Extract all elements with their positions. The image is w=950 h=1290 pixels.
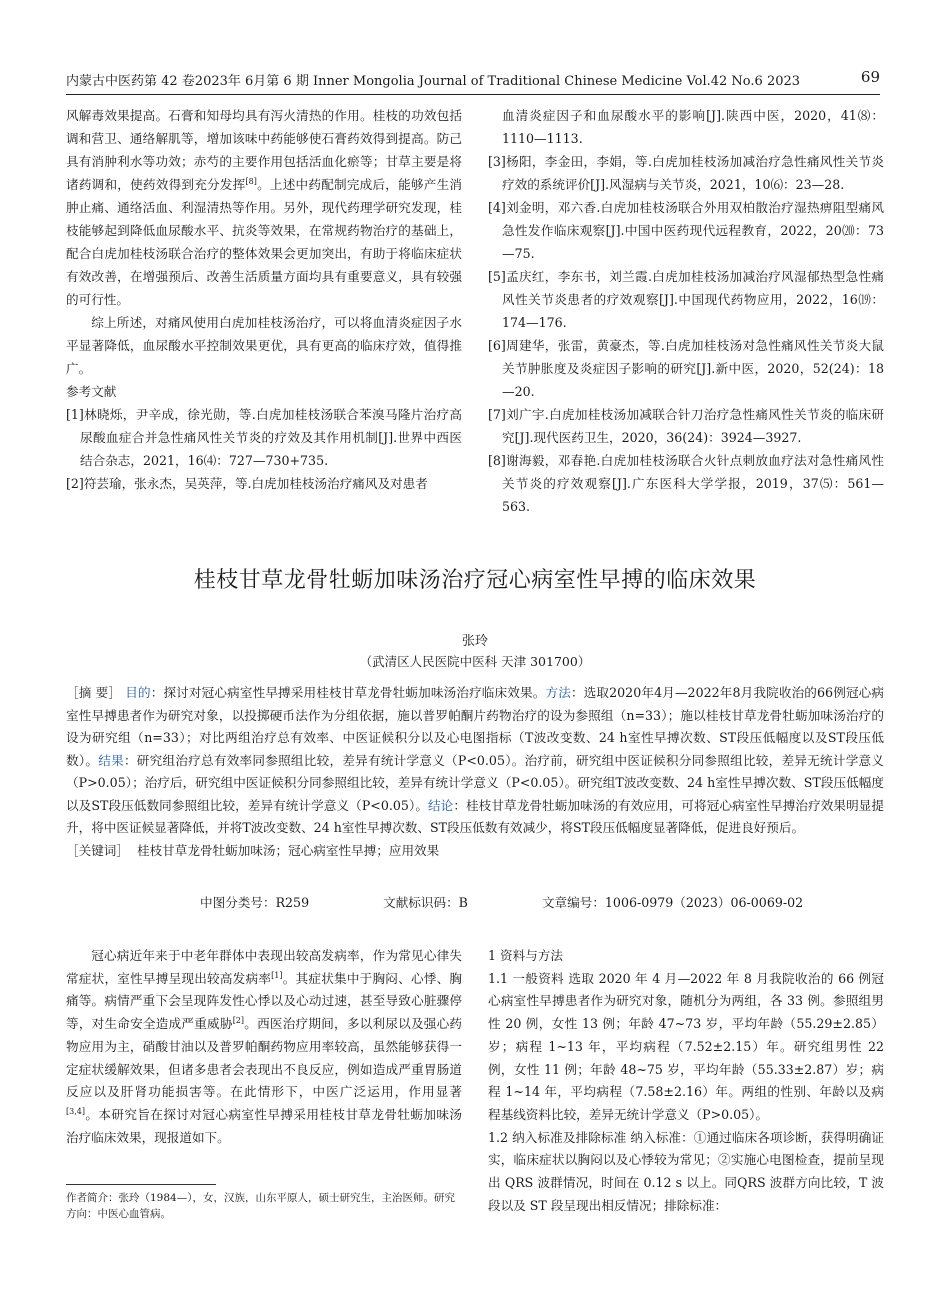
reference-item: [1]林晓烁，尹辛成，徐光勋，等.白虎加桂枝汤联合苯溴马隆片治疗高尿酸血症合并急性痛风性关节炎的疗效及其作用机制[J].世界中西医结合杂志，2021，16⑷：727—730+735. [66,407,462,468]
reference-item: [8]谢海毅，邓春艳.白虎加桂枝汤联合火针点刺放血疗法对急性痛风性关节炎的疗效观察[J].广东医科大学学报，2019，37⑸：561—563. [488,453,884,514]
abstract-label: ［摘 要］ [66,685,122,700]
page-number: 69 [860,68,880,86]
classification-line [200,892,803,911]
document-code: 文献标识码：B [383,895,468,910]
objective-label: 目的 [125,685,151,700]
reference-item: 血清炎症因子和血尿酸水平的影响[J].陕西中医，2020，41⑻：1110—1113. [502,108,884,146]
abstract-block [66,682,884,862]
reference-item: [5]孟庆红，李东书，刘兰霞.白虎加桂枝汤加减治疗风湿郁热型急性痛风性关节炎患者的疗效观察[J].中国现代药物应用，2022，16⒆：174—176. [488,269,884,330]
keywords-label: ［关键词］ [66,842,129,858]
article-title: 桂枝甘草龙骨牡蛎加味汤治疗冠心病室性早搏的临床效果 [193,568,757,593]
article-author: 张玲 [461,634,488,649]
reference-item: [3]杨阳，李金田，李娟，等.白虎加桂枝汤加减治疗急性痛风性关节炎疗效的系统评价[J].风湿病与关节炎，2021，10⑹：23—28. [488,154,884,192]
keywords-text: 桂枝甘草龙骨牡蛎加味汤；冠心病室性早搏；应用效果 [136,842,440,858]
citation: [8] [245,176,257,186]
prev-paragraph-2: 综上所述，对痛风使用白虎加桂枝汤治疗，可以将血清炎症因子水平显著降低，血尿酸水平控制效果更优，具有更高的临床疗效，值得推广。 [66,315,462,376]
keywords-line [66,840,884,863]
journal-citation: 内蒙古中医药第 42 卷2023年 6月第 6 期 Inner Mongolia Journal of Traditional Chinese Medicine Vol.42 No.6 2023 [66,74,801,89]
author-footnote: 作者简介：张玲（1984—），女，汉族，山东平原人，硕士研究生，主治医师。研究方向：中医心血管病。 [66,1192,455,1220]
method-label: 方法 [545,685,571,700]
reference-item: [6]周建华，张雷，黄豪杰，等.白虎加桂枝汤对急性痛风性关节炎大鼠关节肿胀度及炎症因子影响的研究[J].新中医，2020，52(24)：18—20. [488,338,884,399]
section-1-1: 1.1 一般资料 选取 2020 年 4 月—2022 年 8 月我院收治的 66 例冠心病室性早搏患者作为研究对象，随机分为两组，各 33 例。参照组男性 20 例，女性 13 例；年龄 47~73 岁，平均年龄（55.29±2.85）岁；病程 1~13 年，平均病程（7.52±2.15）年。研究组男性 22 例，女性 11 例；年龄 48~75 岁，平均年龄（55.33±2.87）岁；病程 1~14 年，平均病程（7.58±2.16）年。两组的性别、年龄以及病程基线资料比较，差异无统计学意义（P>0.05）。 [488,970,884,1122]
prev-article-left-column [66,104,462,495]
conclusion-label: 结论 [428,797,454,813]
author-affiliation: （武清区人民医院中医科 天津 301700） [359,654,591,669]
references-heading: 参考文献 [66,384,117,399]
reference-item: [2]符芸瑜，张永杰，吴英萍，等.白虎加桂枝汤治疗痛风及对患者 [66,476,428,491]
abstract-text: ［摘 要］ 目的：探讨对冠心病室性早搏采用桂枝甘草龙骨牡蛎加味汤治疗临床效果。方法：选取2020年4月—2022年8月我院收治的66例冠心病室性早搏患者作为研究对象，以投掷硬币法作为分组依据，施以普罗帕酮片药物治疗的设为参照组（n=33）；施以桂枝甘草龙骨牡蛎加味汤治疗的设为研究组（n=33）；对比两组治疗总有效率、中医证候积分以及心电图指标（T波改变数、24 h室性早搏次数、ST段压低幅度以及ST段压低数）。结果：研究组治疗总有效率同参照组比较，差异有统计学意义（P<0.05）。治疗前，研究组中医证候积分同参照组比较，差异无统计学意义（P>0.05）；治疗后，研究组中医证候积分同参照组比较，差异有统计学意义（P<0.05）。研究组T波改变数、24 h室性早搏次数、ST段压低幅度以及ST段压低数同参照组比较，差异有统计学意义（P<0.05）。结论：桂枝甘草龙骨牡蛎加味汤的有效应用，可将冠心病室性早搏治疗效果明显提升，将中医证候显著降低，并将T波改变数、24 h室性早搏次数、ST段压低数有效减少，将ST段压低幅度显著降低，促进良好预后。 [66,685,885,835]
footnote-divider [66,1184,216,1185]
prev-article-right-column [488,104,884,518]
section-1-2: 1.2 纳入标准及排除标准 纳入标准：①通过临床各项诊断，获得明确证实，临床症状以胸闷以及心悸较为常见；②实施心电图检查，提前呈现出 QRS 波群情况，时间在 0.12 s 以上。同QRS 波群方向比较，T 波段以及 ST 段呈现出相反情况；排除标准： [488,1129,884,1213]
reference-item: [4]刘金明，邓六香.白虎加桂枝汤联合外用双柏散治疗湿热痹阻型痛风急性发作临床观察[J].中国中医药现代远程教育，2022，20⒇：73—75. [488,200,884,261]
result-label: 结果 [98,752,124,768]
section-heading: 1 资料与方法 [488,948,563,963]
prev-paragraph-1: 风解毒效果提高。石膏和知母均具有泻火清热的作用。桂枝的功效包括调和营卫、通络解肌等，增加该味中药能够使石膏药效得到提高。防己具有消肿利水等功效；赤芍的主要作用包括活血化瘀等；甘草主要是将诸药调和，使药效得到充分发挥[8]。上述中药配制完成后，能够产生消肿止痛、通络活血、利湿清热等作用。另外，现代药理学研究发现，桂枝能够起到降低血尿酸水平、抗炎等效果，在常规药物治疗的基础上，配合白虎加桂枝汤联合治疗的整体效果会更加突出，有助于将临床症状有效改善，在增强预后、改善生活质量方面均具有重要意义，具有较强的可行性。 [66,108,463,307]
article-number: 文章编号：1006-0979（2023）06-0069-02 [541,895,804,910]
intro-paragraph: 冠心病近年来于中老年群体中表现出较高发病率，作为常见心律失常症状，室性早搏呈现出较高发病率[1]。其症状集中于胸闷、心悸、胸痛等。病情严重下会呈现阵发性心悸以及心动过速，甚至导致心脏骤停等，对生命安全造成严重威胁[2]。西医治疗期间，多以利尿以及强心药物应用为主，硝酸甘油以及普罗帕酮药物应用率较高，虽然能够获得一定症状缓解效果，但诸多患者会表现出不良反应，例如造成严重胃肠道反应以及肝肾功能损害等。在此情形下，中医广泛运用，作用显著[3,4]。本研究旨在探讨对冠心病室性早搏采用桂枝甘草龙骨牡蛎加味汤治疗临床效果，现报道如下。 [66,948,463,1145]
body-right-column [488,945,884,1217]
running-header [66,70,880,95]
reference-item: [7]刘广宇.白虎加桂枝汤加减联合针刀治疗急性痛风性关节炎的临床研究[J].现代医药卫生，2020，36(24)：3924—3927. [488,407,884,445]
body-left-column [66,945,462,1149]
clc-number: 中图分类号：R259 [200,895,310,910]
